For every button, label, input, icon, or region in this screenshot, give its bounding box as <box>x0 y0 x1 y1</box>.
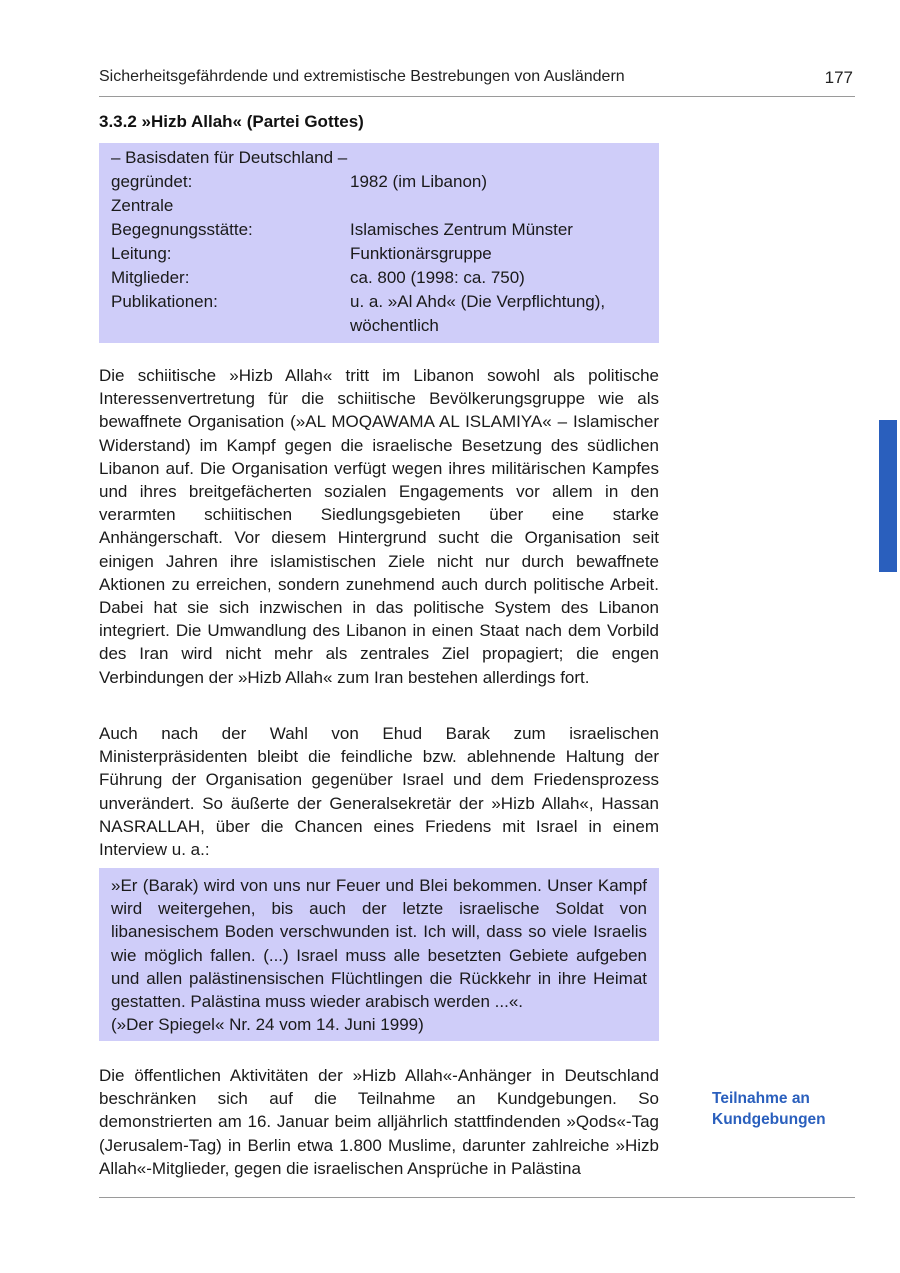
page-number: 177 <box>824 68 853 87</box>
fact-label: Begegnungsstätte: <box>111 220 253 239</box>
fact-label: gegründet: <box>111 172 193 191</box>
paragraph-1: Die schiitische »Hizb Allah« tritt im Libanon sowohl als politische Interessenvertretung für die schiitische Bevölkerungsgruppe wie als bewaffnete Organisation (»AL MOQAWAMA AL ISLAMIYA« – Islamischer Widerstand) im Kampf gegen die israelische Besetzung des südlichen Libanon auf. Die Organisation verfügt wegen ihres militärischen Kampfes und ihres breitgefächerten sozialen Engagements vor allem in den verarmten schiitischen Siedlungsgebieten über eine starke Anhängerschaft. Vor diesem Hintergrund sucht die Organisation seit einigen Jahren ihre islamistischen Ziele nicht nur durch bewaffnete Aktionen zu erreichen, sondern zunehmend auch durch politische Arbeit. Dabei hat sie sich inzwischen in das politische System des Libanon integriert. Die Umwandlung des Libanon in einen Staat nach dem Vorbild des Iran wird nicht mehr als zentrales Ziel propagiert; die engen Verbindungen der »Hizb Allah« zum Iran bestehen allerdings fort. <box>99 366 659 687</box>
margin-note-line1: Teilnahme an <box>712 1090 810 1107</box>
paragraph-3: Die öffentlichen Aktivitäten der »Hizb Allah«-Anhänger in Deutschland beschränken sich auf die Teilnahme an Kundgebungen. So demonstrierten am 16. Januar beim alljährlich stattfindenden »Qods«-Tag (Jerusalem-Tag) in Berlin etwa 1.800 Muslime, darunter zahlreiche »Hizb Allah«-Mitglieder, gegen die israelischen Ansprüche in Palästina <box>99 1066 659 1178</box>
fact-value: ca. 800 (1998: ca. 750) <box>350 268 525 287</box>
quote-text: »Er (Barak) wird von uns nur Feuer und Blei bekommen. Unser Kampf wird weitergehen, bis auch der letzte israelische Soldat von libanesischem Boden verschwunden ist. Ich will, dass so viele Israelis wie möglich fallen. (...) Israel muss alle besetzten Gebiete aufgeben und allen palästinensischen Flüchtlingen die Rückkehr in ihre Heimat gestatten. Palästina muss wieder arabisch werden ...«. <box>111 876 647 1012</box>
fact-value: Funktionärsgruppe <box>350 244 492 263</box>
fact-label: Mitglieder: <box>111 268 190 287</box>
fact-value: wöchentlich <box>350 316 439 335</box>
fact-value: 1982 (im Libanon) <box>350 172 488 191</box>
basisdaten-heading: – Basisdaten für Deutschland – <box>111 148 348 167</box>
quote-box <box>99 868 659 1041</box>
running-head: Sicherheitsgefährdende und extremistische Bestrebungen von Ausländern <box>99 68 625 85</box>
fact-row-meeting-place <box>111 218 647 242</box>
page-header <box>99 68 855 97</box>
fact-label: Leitung: <box>111 244 172 263</box>
fact-label <box>111 314 350 338</box>
chapter-tab-marker <box>879 420 897 572</box>
margin-note <box>712 1088 862 1130</box>
quote-source: (»Der Spiegel« Nr. 24 vom 14. Juni 1999) <box>111 1015 424 1035</box>
fact-row-publications <box>111 290 647 314</box>
fact-label: Zentrale <box>111 196 174 215</box>
footer-rule <box>99 1197 855 1198</box>
fact-row-founded <box>111 170 647 194</box>
fact-row-members <box>111 266 647 290</box>
fact-label: Publikationen: <box>111 292 218 311</box>
fact-row-leadership <box>111 242 647 266</box>
section-title: 3.3.2 »Hizb Allah« (Partei Gottes) <box>99 112 364 131</box>
margin-note-line2: Kundgebungen <box>712 1111 826 1128</box>
fact-value <box>350 194 647 218</box>
paragraph-2: Auch nach der Wahl von Ehud Barak zum israelischen Ministerpräsidenten bleibt die feindliche bzw. ablehnende Haltung der Führung der Organisation gegenüber Israel und dem Friedensprozess unverändert. So äußerte der Generalsekretär der »Hizb Allah«, Hassan NASRALLAH, über die Chancen eines Friedens mit Israel in einem Interview u. a.: <box>99 724 659 860</box>
basisdaten-box <box>99 143 659 343</box>
fact-row-central <box>111 194 647 218</box>
fact-row-publications-cont <box>111 314 647 338</box>
fact-value: u. a. »Al Ahd« (Die Verpflichtung), <box>350 292 606 311</box>
fact-value: Islamisches Zentrum Münster <box>350 220 573 239</box>
